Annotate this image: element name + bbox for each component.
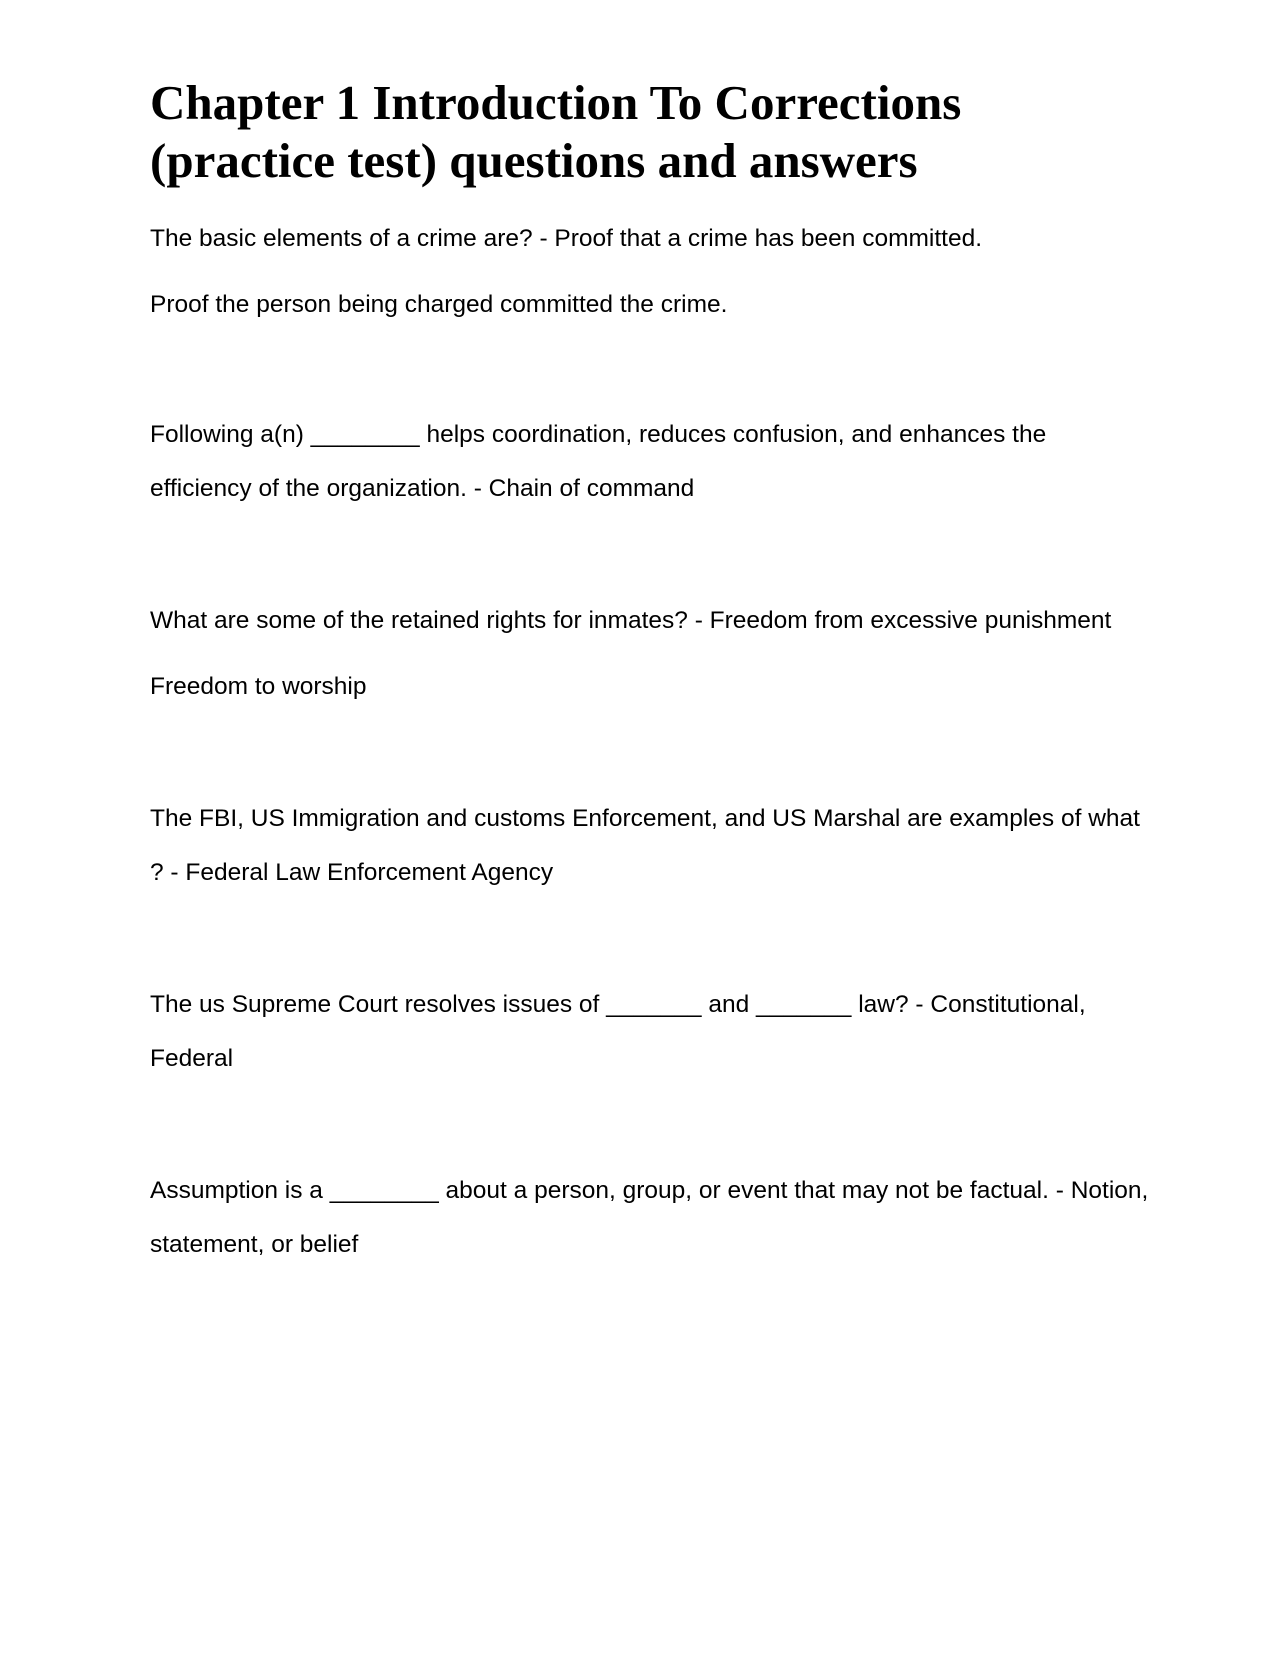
qa-5-text: The us Supreme Court resolves issues of _______ and _______ law? - Constitutional, Federal — [150, 991, 1086, 1072]
qa-1-line-2: Proof the person being charged committed the crime. — [150, 291, 728, 318]
qa-3-line-2: Freedom to worship — [150, 673, 367, 700]
qa-item-2 — [150, 408, 1150, 516]
paragraph-gap — [150, 332, 1150, 408]
paragraph-gap — [150, 900, 1150, 978]
qa-4-text: The FBI, US Immigration and customs Enforcement, and US Marshal are examples of what ? - Federal Law Enforcement Agency — [150, 805, 1140, 886]
qa-item-6 — [150, 1164, 1150, 1272]
document-content — [150, 74, 1150, 1272]
qa-item-4 — [150, 792, 1150, 900]
qa-2-text: Following a(n) ________ helps coordination, reduces confusion, and enhances the efficiency of the organization. - Chain of command — [150, 421, 1047, 502]
paragraph-gap — [150, 714, 1150, 792]
qa-6-text: Assumption is a ________ about a person, group, or event that may not be factual. - Notion, statement, or belief — [150, 1177, 1149, 1258]
qa-1-line-1: The basic elements of a crime are? - Proof that a crime has been committed. — [150, 225, 983, 252]
document-title: Chapter 1 Introduction To Corrections (practice test) questions and answers — [150, 75, 962, 188]
document-body — [150, 212, 1150, 1272]
qa-item-1 — [150, 212, 1150, 332]
paragraph-gap — [150, 1086, 1150, 1164]
qa-item-3 — [150, 594, 1150, 714]
paragraph-gap — [150, 516, 1150, 594]
qa-3-text: What are some of the retained rights for inmates? - Freedom from excessive punishment — [150, 607, 1112, 634]
qa-item-5 — [150, 978, 1150, 1086]
